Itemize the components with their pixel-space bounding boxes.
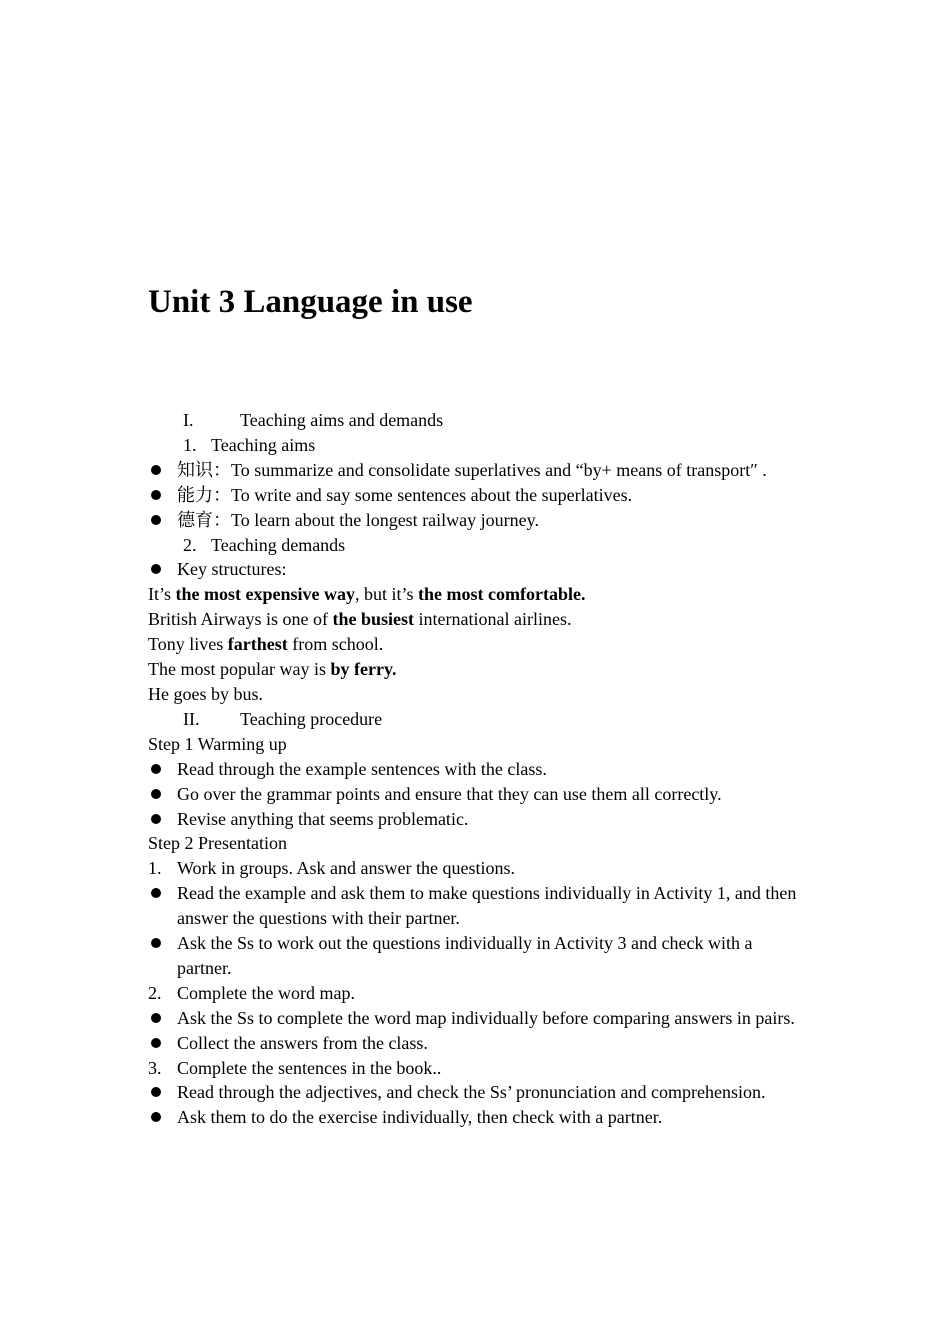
bullet-item: Collect the answers from the class. — [148, 1031, 808, 1056]
item-number: 2. — [148, 982, 162, 1003]
example-text: international airlines. — [414, 609, 572, 630]
example-sentence — [148, 582, 808, 607]
item-text: Work in groups. Ask and answer the questions. — [177, 858, 516, 879]
bullet-item: Key structures: — [148, 557, 808, 582]
section-number: I. — [183, 410, 194, 430]
bullet-item: Revise anything that seems problematic. — [148, 807, 808, 832]
example-sentence — [148, 632, 808, 657]
example-text: British Airways is one of — [148, 609, 333, 630]
bullet-item: Ask the Ss to work out the questions individually in Activity 3 and check with a partner. — [148, 931, 808, 981]
numbered-item — [148, 856, 808, 881]
section-heading — [148, 408, 808, 433]
example-sentence — [148, 657, 808, 682]
bullet-item: 德育：To learn about the longest railway journey. — [148, 508, 808, 533]
item-number: 1. — [148, 858, 162, 879]
section-number: II. — [183, 708, 200, 729]
example-sentence — [148, 682, 808, 707]
example-emphasis: farthest — [227, 634, 288, 655]
bullet-item: Read the example and ask them to make questions individually in Activity 1, and then answer the questions with their partner. — [148, 881, 808, 931]
example-emphasis: the most expensive way — [175, 584, 355, 605]
bullet-item: Ask the Ss to complete the word map individually before comparing answers in pairs. — [148, 1006, 808, 1031]
document-body — [148, 408, 808, 1130]
item-text: Complete the word map. — [177, 982, 355, 1003]
subsection-heading — [148, 433, 808, 458]
step-heading: Step 1 Warming up — [148, 733, 287, 754]
bullet-item: Go over the grammar points and ensure that they can use them all correctly. — [148, 782, 808, 807]
example-text: Tony lives — [148, 634, 228, 655]
document-title: Unit 3 Language in use — [148, 284, 473, 320]
subsection-number: 1. — [183, 434, 197, 455]
item-text: Complete the sentences in the book.. — [177, 1057, 442, 1078]
bullet-item: Read through the adjectives, and check the Ss’ pronunciation and comprehension. — [148, 1080, 808, 1105]
subsection-heading — [148, 533, 808, 558]
subsection-number: 2. — [183, 534, 197, 555]
subsection-title: Teaching demands — [211, 534, 346, 555]
step-heading: Step 2 Presentation — [148, 833, 287, 854]
bullet-item: Ask them to do the exercise individually, then check with a partner. — [148, 1105, 808, 1130]
item-number: 3. — [148, 1057, 162, 1078]
example-emphasis: by ferry. — [330, 659, 397, 680]
example-text: from school. — [287, 634, 384, 655]
example-text: It’s — [148, 584, 176, 605]
bullet-item: Read through the example sentences with the class. — [148, 757, 808, 782]
example-emphasis: the busiest — [332, 609, 415, 630]
example-text: The most popular way is — [148, 659, 331, 680]
subsection-title: Teaching aims — [211, 434, 316, 455]
example-emphasis: the most comfortable. — [418, 584, 586, 605]
numbered-item — [148, 981, 808, 1006]
example-sentence — [148, 607, 808, 632]
section-title: Teaching aims and demands — [240, 410, 444, 430]
example-text: , but it’s — [355, 584, 419, 605]
bullet-item: 知识：To summarize and consolidate superlatives and “by+ means of transport″ . — [148, 458, 808, 483]
section-title: Teaching procedure — [240, 708, 383, 729]
section-heading — [148, 707, 808, 732]
example-text: He goes by bus. — [148, 683, 263, 704]
numbered-item — [148, 1056, 808, 1081]
bullet-item: 能力：To write and say some sentences about the superlatives. — [148, 483, 808, 508]
